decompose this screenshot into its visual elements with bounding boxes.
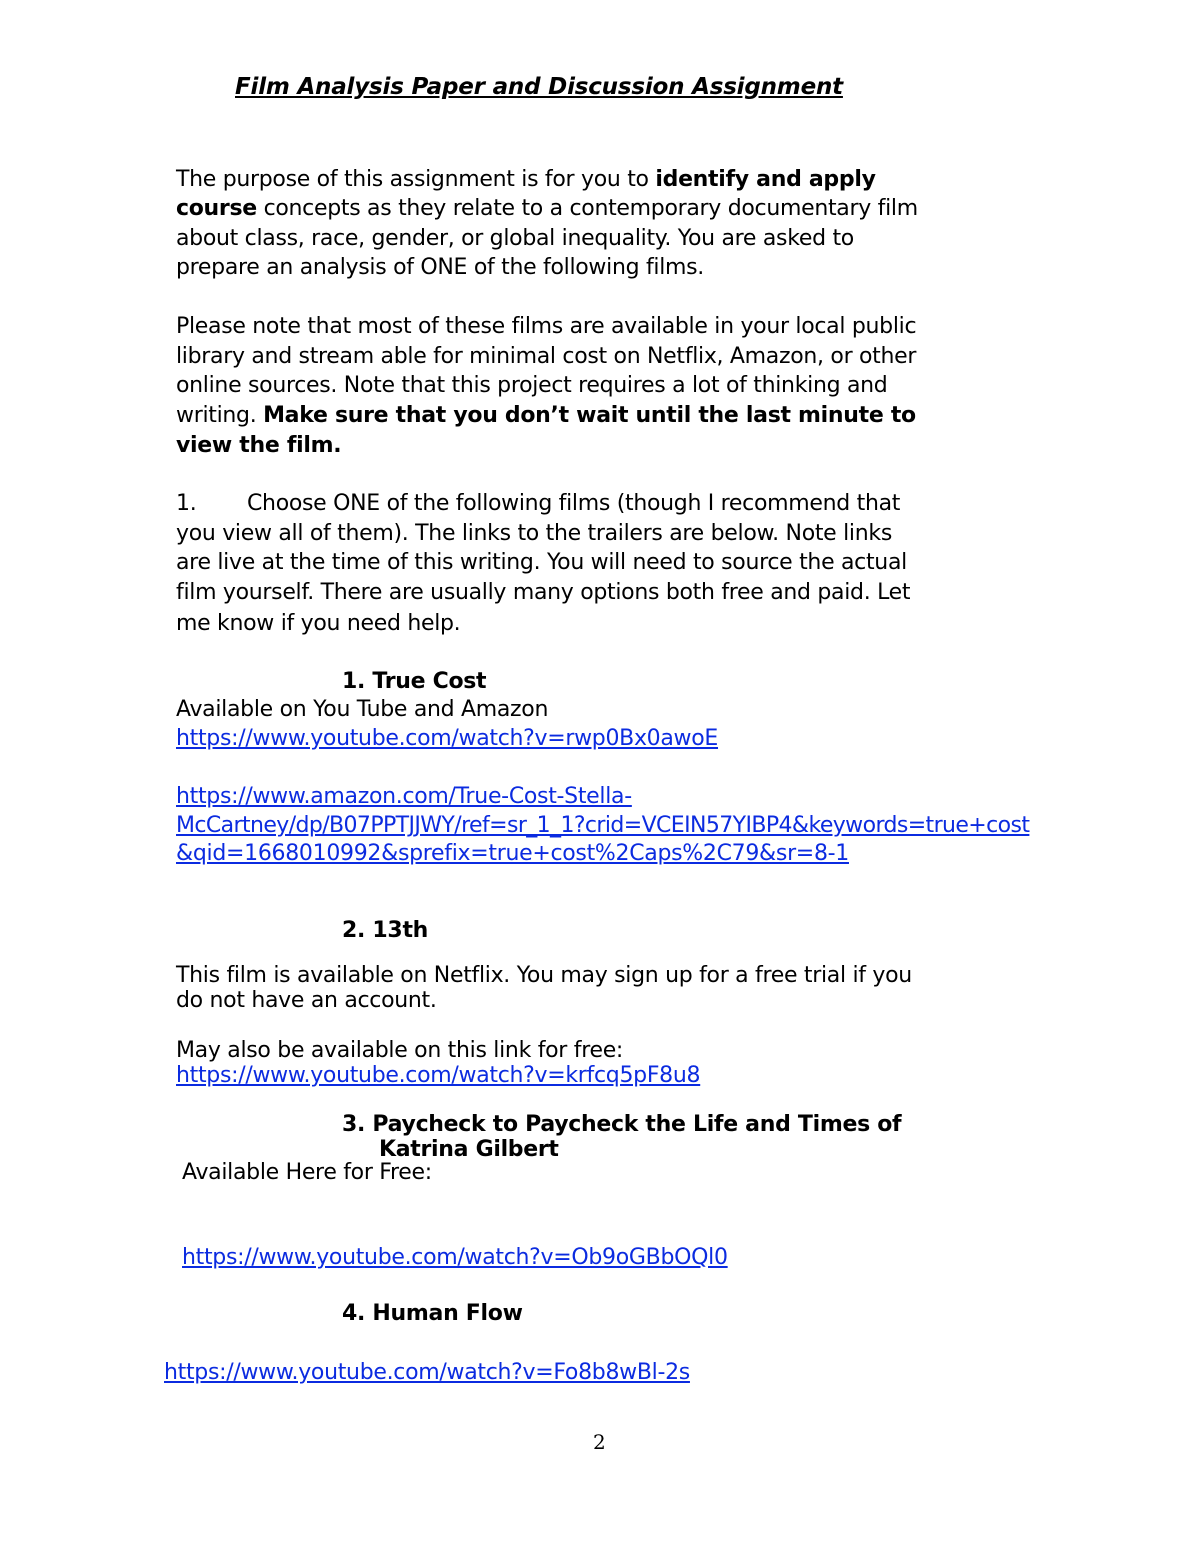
youtube-link-paycheck[interactable]	[182, 1243, 728, 1273]
link-text[interactable]: McCartney/dp/B07PPTJJWY/ref=sr_1_1?crid=VCEIN57YIBP4&keywords=true+cost	[176, 813, 1030, 838]
film-description-line-2: do not have an account.	[176, 988, 437, 1013]
intro-line-1	[176, 165, 876, 195]
amazon-link-true-cost-line-1[interactable]	[176, 782, 632, 812]
link-text[interactable]: https://www.youtube.com/watch?v=Ob9oGBbOQl0	[182, 1245, 728, 1270]
youtube-link-true-cost[interactable]	[176, 724, 718, 754]
step-line-4: film yourself. There are usually many options both free and paid. Let	[176, 580, 911, 605]
intro-line-2	[176, 194, 918, 224]
link-text[interactable]: &qid=1668010992&sprefix=true+cost%2Caps%2C79&sr=8-1	[176, 841, 849, 866]
note-line-2: library and stream able for minimal cost on Netflix, Amazon, or other	[176, 344, 917, 369]
youtube-link-13th[interactable]	[176, 1061, 700, 1091]
step-line-3: are live at the time of this writing. You will need to source the actual	[176, 550, 907, 575]
note-bold-text: Make sure that you don’t wait until the last minute to	[263, 403, 916, 428]
intro-bold-text: identify and apply	[655, 167, 876, 192]
intro-text: concepts as they relate to a contemporary documentary film	[256, 196, 918, 221]
film-heading-paycheck-line-2: Katrina Gilbert	[379, 1137, 559, 1162]
link-text[interactable]: https://www.youtube.com/watch?v=rwp0Bx0awoE	[176, 726, 719, 751]
youtube-link-human-flow[interactable]	[164, 1358, 690, 1388]
film-heading-human-flow: 4. Human Flow	[342, 1301, 523, 1326]
note-line-5: view the film.	[176, 433, 342, 458]
film-description-line-1: This film is available on Netflix. You may sign up for a free trial if you	[176, 963, 912, 988]
step-line-1: Choose ONE of the following films (though I recommend that	[247, 491, 901, 516]
note-line-4	[176, 401, 916, 431]
note-line-3: online sources. Note that this project requires a lot of thinking and	[176, 373, 888, 398]
film-heading-13th: 2. 13th	[342, 918, 429, 943]
page-title: Film Analysis Paper and Discussion Assignment	[235, 74, 843, 100]
amazon-link-true-cost-line-2[interactable]	[176, 811, 1029, 841]
link-text[interactable]: https://www.youtube.com/watch?v=Fo8b8wBl-2s	[164, 1360, 690, 1385]
film-heading-true-cost: 1. True Cost	[342, 669, 487, 694]
intro-text: The purpose of this assignment is for you to	[176, 167, 656, 192]
note-text: writing.	[176, 403, 264, 428]
step-line-5: me know if you need help.	[176, 611, 461, 636]
link-text[interactable]: https://www.youtube.com/watch?v=krfcq5pF8u8	[176, 1063, 701, 1088]
intro-bold-text: course	[176, 196, 257, 221]
amazon-link-true-cost-line-3[interactable]	[176, 839, 849, 869]
film-also-available: May also be available on this link for free:	[176, 1038, 624, 1063]
intro-line-3: about class, race, gender, or global inequality. You are asked to	[176, 226, 854, 251]
note-line-1: Please note that most of these films are available in your local public	[176, 314, 917, 339]
film-availability: Available on You Tube and Amazon	[176, 697, 549, 722]
link-text[interactable]: https://www.amazon.com/True-Cost-Stella-	[176, 784, 632, 809]
step-number: 1.	[176, 491, 197, 516]
step-line-2: you view all of them). The links to the trailers are below. Note links	[176, 521, 892, 546]
page-number: 2	[593, 1430, 606, 1454]
intro-line-4: prepare an analysis of ONE of the following films.	[176, 255, 704, 280]
film-availability: Available Here for Free:	[182, 1160, 432, 1185]
film-heading-paycheck-line-1: 3. Paycheck to Paycheck the Life and Times of	[342, 1112, 902, 1137]
